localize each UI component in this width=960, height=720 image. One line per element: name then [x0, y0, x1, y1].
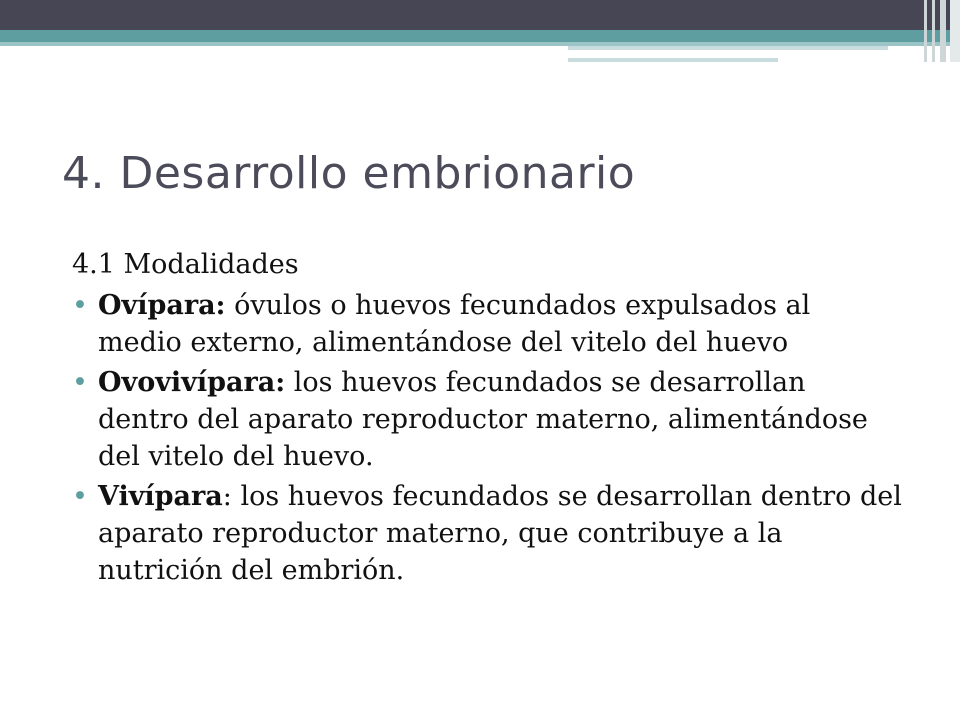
header-bar	[0, 0, 960, 30]
bullet-text: : los huevos fecundados se desarrollan dentro del aparato reproductor materno, que contribuye a la nutrición del embrión.	[98, 481, 902, 586]
bullet-list	[72, 287, 902, 589]
bullet-text: los huevos fecundados se desarrollan dentro del aparato reproductor materno, alimentándose del vitelo del huevo.	[98, 367, 868, 472]
bullet-term: Ovovivípara:	[98, 367, 286, 398]
header-accent-line-short	[568, 58, 778, 62]
header-vertical-lines	[924, 0, 960, 62]
bullet-item-oviparous	[72, 287, 902, 361]
bullet-icon: •	[72, 367, 88, 398]
slide-title: 4. Desarrollo embrionario	[62, 148, 636, 199]
bullet-term: Ovípara:	[98, 290, 226, 321]
section-subheading: 4.1 Modalidades	[72, 249, 299, 280]
bullet-text: óvulos o huevos fecundados expulsados al medio externo, alimentándose del vitelo del huevo	[98, 290, 811, 358]
bullet-item-viviparous	[72, 478, 902, 589]
bullet-icon: •	[72, 481, 88, 512]
header-accent-line	[568, 46, 888, 50]
bullet-term: Vivípara	[98, 481, 223, 512]
slide-body	[72, 246, 902, 592]
header-accent-band	[0, 30, 960, 42]
bullet-item-ovoviviparous	[72, 364, 902, 475]
bullet-icon: •	[72, 290, 88, 321]
